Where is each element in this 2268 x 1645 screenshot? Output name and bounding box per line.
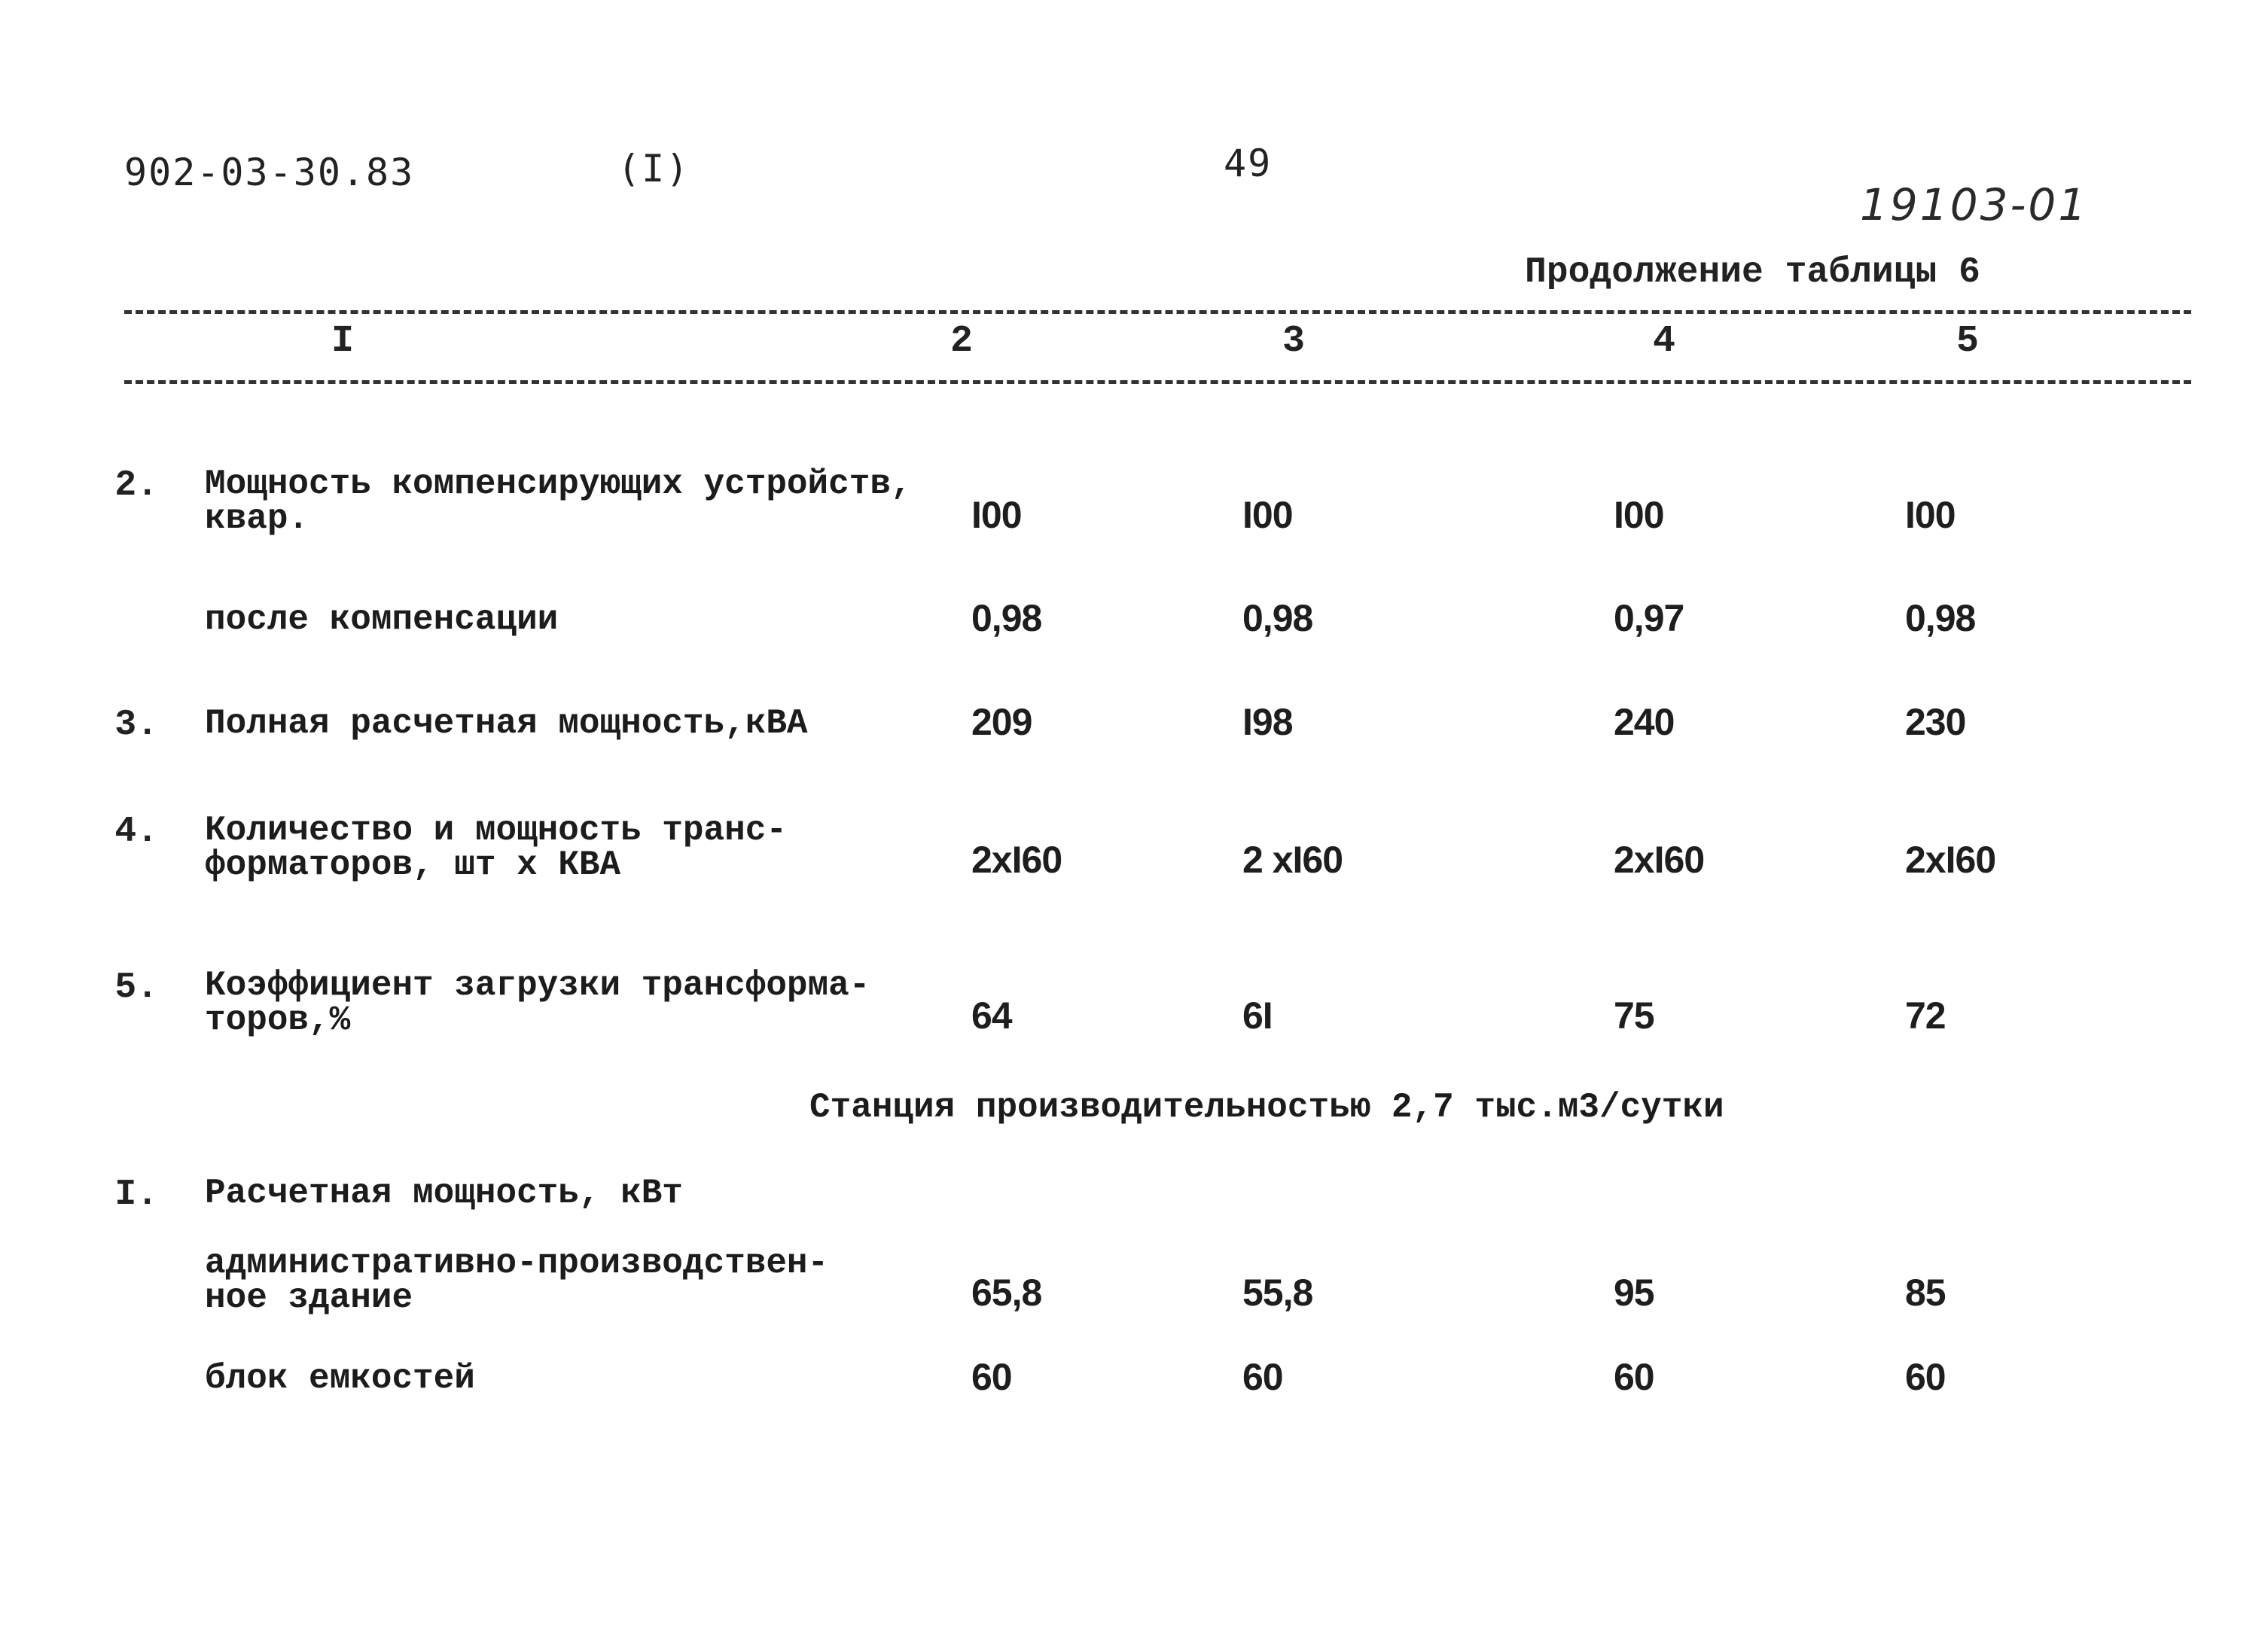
row-label-line: Полная расчетная мощность,кВА: [205, 704, 808, 743]
cell-col-2: 0,98: [971, 597, 1042, 639]
row-label-line: ное здание: [205, 1278, 413, 1318]
row-label-line: блок емкостей: [205, 1359, 475, 1398]
cell-col-4: I00: [1614, 494, 1664, 536]
doc-code: 902-03-30.83: [124, 151, 415, 194]
cell-col-4: 240: [1614, 701, 1675, 743]
row-label-line: Коэффициент загрузки трансформа-: [205, 966, 870, 1005]
archive-number: 19103-01: [1860, 179, 2089, 230]
cell-col-3: I98: [1242, 701, 1293, 743]
row-label-line: Расчетная мощность, кВт: [205, 1174, 683, 1213]
cell-col-2: I00: [971, 494, 1022, 536]
page-number: 49: [1224, 142, 1273, 185]
top-rule: [124, 310, 2191, 314]
cell-col-3: 2 хI60: [1242, 839, 1343, 881]
column-header-4: 4: [1653, 320, 1676, 363]
cell-col-4: 0,97: [1614, 597, 1684, 639]
column-header-1: I: [331, 320, 355, 363]
cell-col-5: 60: [1905, 1356, 1946, 1398]
cell-col-2: 65,8: [971, 1272, 1042, 1314]
column-header-3: 3: [1282, 320, 1306, 363]
cell-col-2: 60: [971, 1356, 1012, 1398]
cell-col-3: 55,8: [1242, 1272, 1313, 1314]
column-header-2: 2: [950, 320, 974, 363]
cell-col-3: 0,98: [1242, 597, 1313, 639]
row-label-line: квар.: [205, 499, 309, 538]
cell-col-3: 60: [1242, 1356, 1283, 1398]
column-header-5: 5: [1956, 320, 1980, 363]
cell-col-3: I00: [1242, 494, 1293, 536]
row-label-line: форматоров, шт х КВА: [205, 845, 621, 885]
cell-col-3: 6I: [1242, 995, 1273, 1037]
row-number: 2.: [114, 465, 158, 506]
cell-col-2: 64: [971, 995, 1012, 1037]
cell-col-5: 2хI60: [1905, 839, 1996, 881]
row-label-line: Мощность компенсирующих устройств,: [205, 465, 912, 504]
row-number: I.: [114, 1174, 158, 1215]
section-title: Станция производительностью 2,7 тыс.м3/сутки: [809, 1088, 1724, 1127]
cell-col-5: 230: [1905, 701, 1966, 743]
cell-col-5: 85: [1905, 1272, 1946, 1314]
cell-col-5: I00: [1905, 494, 1956, 536]
cell-col-4: 75: [1614, 995, 1654, 1037]
header-bottom-rule: [124, 380, 2191, 384]
row-number: 5.: [114, 967, 158, 1008]
row-label-line: административно-производствен-: [205, 1244, 829, 1283]
cell-col-4: 60: [1614, 1356, 1654, 1398]
row-number: 4.: [114, 812, 158, 852]
cell-col-2: 209: [971, 701, 1032, 743]
volume-mark: (I): [617, 147, 690, 190]
cell-col-5: 72: [1905, 995, 1946, 1037]
cell-col-4: 95: [1614, 1272, 1654, 1314]
row-number: 3.: [114, 705, 158, 745]
row-label-line: Количество и мощность транс-: [205, 811, 787, 850]
cell-col-4: 2хI60: [1614, 839, 1705, 881]
row-label-line: после компенсации: [205, 600, 559, 639]
cell-col-5: 0,98: [1905, 597, 1976, 639]
table-caption: Продолжение таблицы 6: [1525, 252, 1980, 293]
cell-col-2: 2хI60: [971, 839, 1062, 881]
row-label-line: торов,%: [205, 1001, 351, 1040]
